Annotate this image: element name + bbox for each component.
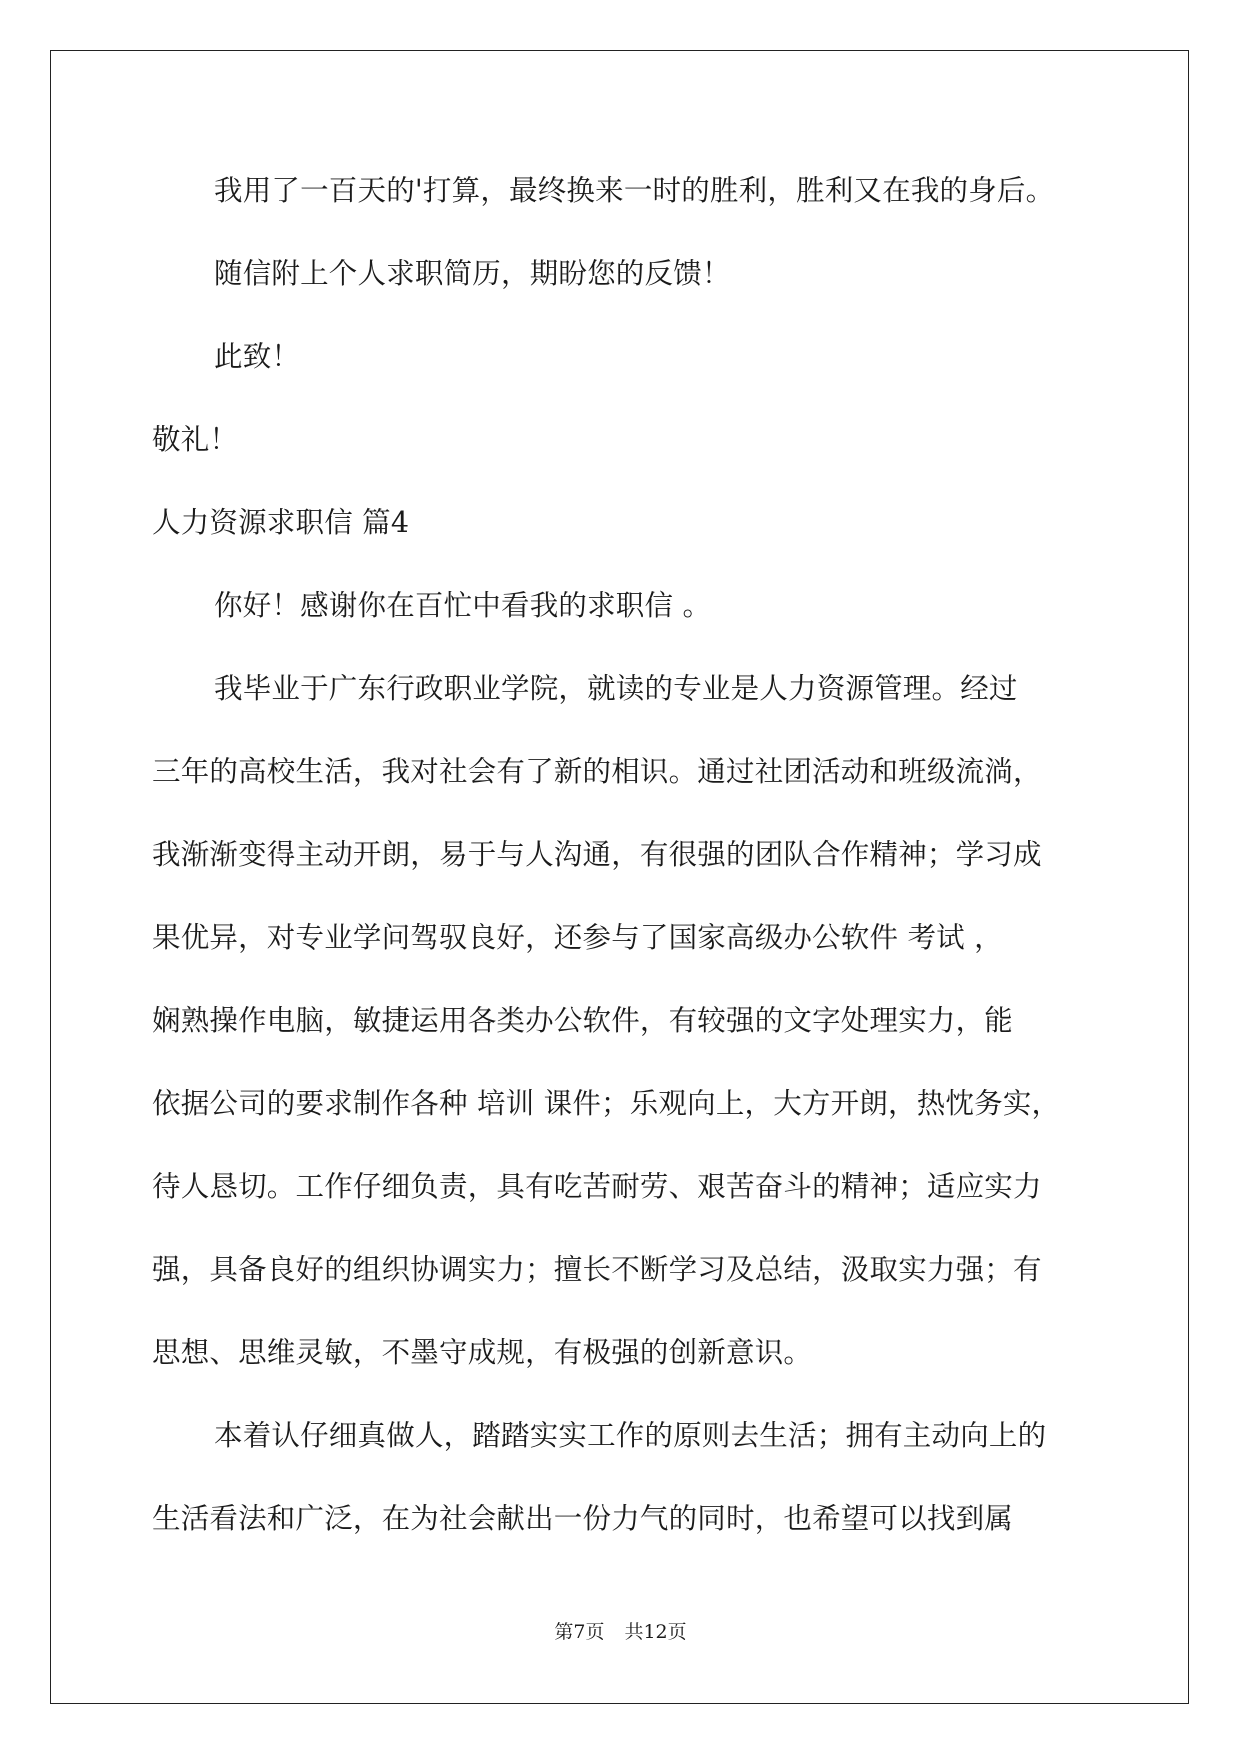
paragraph-line: 果优异，对专业学问驾驭良好，还参与了国家高级办公软件 考试 ， <box>152 921 1003 954</box>
paragraph-line: 三年的高校生活，我对社会有了新的相识。通过社团活动和班级流淌， <box>152 755 1042 788</box>
paragraph-line: 待人恳切。工作仔细负责，具有吃苦耐劳、艰苦奋斗的精神；适应实力 <box>152 1170 1042 1203</box>
paragraph-line: 我用了一百天的'打算，最终换来一时的胜利，胜利又在我的身后。 <box>214 174 1055 207</box>
paragraph-line: 生活看法和广泛，在为社会献出一份力气的同时，也希望可以找到属 <box>152 1502 1014 1535</box>
paragraph-line: 强，具备良好的组织协调实力；擅长不断学习及总结，汲取实力强；有 <box>152 1253 1042 1286</box>
paragraph-line: 娴熟操作电脑，敏捷运用各类办公软件，有较强的文字处理实力，能 <box>152 1004 1014 1037</box>
paragraph-line: 我渐渐变得主动开朗，易于与人沟通，有很强的团队合作精神；学习成 <box>152 838 1042 871</box>
closing-line: 此致！ <box>214 340 301 373</box>
paragraph-line: 我毕业于广东行政职业学院，就读的专业是人力资源管理。经过 <box>214 672 1018 705</box>
paragraph-line: 本着认仔细真做人，踏踏实实工作的原则去生活；拥有主动向上的 <box>214 1419 1047 1452</box>
page-number: 第7页 <box>554 1621 605 1643</box>
greeting-line: 你好！感谢你在百忙中看我的求职信 。 <box>214 589 712 622</box>
paragraph-line: 随信附上个人求职简历，期盼您的反馈！ <box>214 257 731 290</box>
paragraph-line: 思想、思维灵敏，不墨守成规，有极强的创新意识。 <box>152 1336 813 1369</box>
page-footer <box>0 1620 1241 1644</box>
salutation-line: 敬礼！ <box>152 423 239 456</box>
paragraph-line: 依据公司的要求制作各种 培训 课件；乐观向上，大方开朗，热忱务实， <box>152 1087 1061 1120</box>
section-heading: 人力资源求职信 篇4 <box>152 506 410 539</box>
page-total: 共12页 <box>624 1621 687 1643</box>
